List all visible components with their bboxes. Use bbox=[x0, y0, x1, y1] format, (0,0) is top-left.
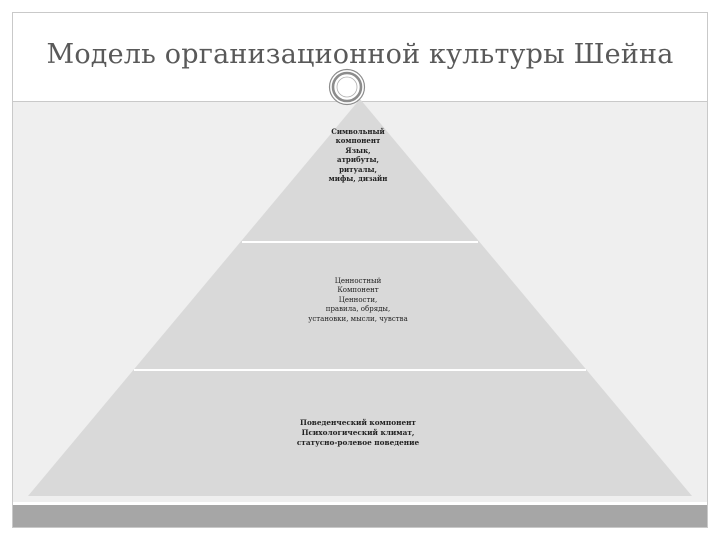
level-line: Психологический климат, bbox=[301, 427, 415, 437]
level-line: правила, обряды, bbox=[325, 305, 391, 314]
level-line: мифы, дизайн bbox=[328, 174, 388, 184]
level-line: ритуалы, bbox=[339, 164, 377, 174]
level-line: атрибуты, bbox=[337, 155, 379, 165]
level-line: Символьный bbox=[331, 127, 385, 136]
level-line: установки, мысли, чувства bbox=[308, 314, 408, 323]
pyramid-label-bottom bbox=[266, 418, 450, 448]
level-line: Язык, bbox=[345, 145, 371, 155]
level-line: Поведенческий компонент bbox=[300, 418, 416, 427]
level-line: компонент bbox=[335, 136, 381, 146]
slide-title: Модель организационной культуры Шейна bbox=[46, 39, 674, 70]
pyramid-label-middle bbox=[280, 277, 436, 324]
level-line: Ценностный bbox=[334, 277, 382, 285]
level-line: Ценности, bbox=[338, 295, 378, 304]
circle-ornament-icon bbox=[328, 68, 366, 106]
level-line: Компонент bbox=[337, 286, 379, 295]
pyramid-label-top bbox=[310, 127, 406, 184]
level-line: статусно-ролевое поведение bbox=[296, 437, 420, 447]
